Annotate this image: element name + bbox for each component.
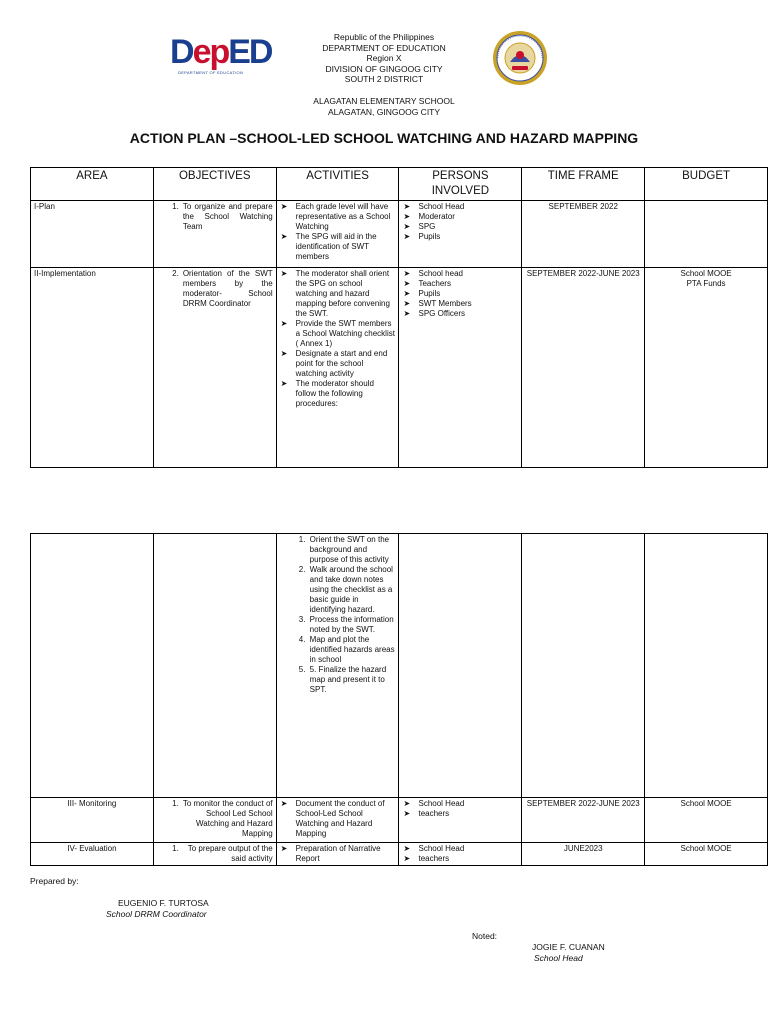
activity-item: ➤ Provide the SWT members a School Watching checklist ( Annex 1) [280,319,396,349]
activities-cell [276,843,399,866]
procedure-step: 1. Orient the SWT on the background and purpose of this activity [308,535,396,565]
objective-text: To organize and prepare the School Watching Team [182,202,273,231]
procedure-step: 5. 5. Finalize the hazard map and present it to SPT. [308,665,396,695]
time-frame-cell [522,534,645,798]
table-row [31,201,768,268]
activity-item: ➤ Preparation of Narrative Report [280,844,396,864]
action-plan-table-continued [30,533,768,866]
column-header-area: AREA [31,168,154,201]
persons-cell [399,843,522,866]
procedure-step: 2. Walk around the school and take down notes using the checklist as a basic guide in identifying hazard. [308,565,396,615]
objective-text: Orientation of the SWT members by the moderator- School DRRM Coordinator [182,269,273,308]
objective-number: 2. [172,269,179,278]
school-block [250,96,518,117]
area-cell: III- Monitoring [31,798,154,843]
activity-item: ➤ Each grade level will have representative as a School Watching [280,202,396,232]
table-header-row [31,168,768,201]
header-line: DIVISION OF GINGOOG CITY [325,63,443,74]
column-header-time-frame: TIME FRAME [522,168,645,201]
person-item: ➤ SPG [402,222,518,232]
table-row [31,268,768,468]
persons-cell [399,534,522,798]
time-frame-cell: SEPTEMBER 2022 [522,201,645,268]
header-line: Republic of the Philippines [333,32,435,42]
area-cell [31,534,154,798]
area-cell: II-Implementation [31,268,154,468]
prepared-by-role: School DRRM Coordinator [106,909,207,919]
person-item: ➤ School head [402,269,518,279]
procedures-cell [276,534,399,798]
page-title: ACTION PLAN –SCHOOL-LED SCHOOL WATCHING AND HAZARD MAPPING [129,130,639,146]
objective-number: 1. [172,799,179,808]
objective-cell [153,268,276,468]
prepared-by-label: Prepared by: [30,876,79,886]
activity-item: ➤ Document the conduct of School-Led School Watching and Hazard Mapping [280,799,396,839]
noted-by-name: JOGIE F. CUANAN [532,942,605,952]
school-name: ALAGATAN ELEMENTARY SCHOOL [313,96,455,106]
column-header-activities: ACTIVITIES [276,168,399,201]
action-plan-table [30,167,768,468]
deped-logo-text: DepED [170,33,272,71]
objective-text: To prepare output of the said activity [187,844,273,863]
area-cell: I-Plan [31,201,154,268]
school-address: ALAGATAN, GINGOOG CITY [327,106,441,117]
person-item: ➤ SPG Officers [402,309,518,319]
objective-cell [153,534,276,798]
activities-cell [276,798,399,843]
activity-item: ➤ The SPG will aid in the identification of SWT members [280,232,396,262]
person-item: ➤ School Head [402,799,518,809]
area-cell: IV- Evaluation [31,843,154,866]
objective-number: 1. [172,202,179,211]
noted-label: Noted: [472,931,498,941]
person-item: ➤ School Head [402,844,518,854]
budget-cell [645,534,768,798]
objective-cell [153,843,276,866]
activities-cell [276,268,399,468]
deped-logo-subtext: DEPARTMENT OF EDUCATION [178,70,244,75]
budget-cell: School MOOE [645,798,768,843]
procedure-step: 4. Map and plot the identified hazards areas in school [308,635,396,665]
objective-cell [153,201,276,268]
column-header-budget: BUDGET [645,168,768,201]
person-item: ➤ SWT Members [402,299,518,309]
budget-cell [645,268,768,468]
objective-text: To monitor the conduct of School Led School Watching and Hazard Mapping [182,799,273,838]
time-frame-cell: SEPTEMBER 2022-JUNE 2023 [522,268,645,468]
objective-cell [153,798,276,843]
person-item: ➤ Moderator [402,212,518,222]
objective-number: 1. [172,844,179,853]
column-header-persons: PERSONS INVOLVED [399,168,522,201]
table-row [31,534,768,798]
persons-cell [399,798,522,843]
budget-cell [645,201,768,268]
time-frame-cell: JUNE2023 [522,843,645,866]
noted-by-role: School Head [534,953,583,963]
person-item: ➤ Teachers [402,279,518,289]
budget-line: School MOOE [680,269,732,278]
table-row [31,843,768,866]
budget-line: PTA Funds [686,279,726,288]
activity-item: ➤ The moderator shall orient the SPG on school watching and hazard mapping before convening the SWT. [280,269,396,319]
activities-cell [276,201,399,268]
activity-item: ➤ The moderator should follow the following procedures: [280,379,396,409]
header-line: Region X [366,53,402,63]
procedure-step: 3. Process the information noted by the SWT. [308,615,396,635]
persons-cell [399,201,522,268]
header-block [250,32,518,85]
activity-item: ➤ Designate a start and end point for the school watching activity [280,349,396,379]
header-line: DEPARTMENT OF EDUCATION [322,42,446,53]
table-row [31,798,768,843]
column-header-objectives: OBJECTIVES [153,168,276,201]
persons-cell [399,268,522,468]
person-item: ➤ teachers [402,809,518,819]
person-item: ➤ School Head [402,202,518,212]
time-frame-cell: SEPTEMBER 2022-JUNE 2023 [522,798,645,843]
budget-cell: School MOOE [645,843,768,866]
person-item: ➤ teachers [402,854,518,864]
person-item: ➤ Pupils [402,232,518,242]
header-line: SOUTH 2 DISTRICT [344,74,424,84]
prepared-by-name: EUGENIO F. TURTOSA [118,898,209,908]
person-item: ➤ Pupils [402,289,518,299]
